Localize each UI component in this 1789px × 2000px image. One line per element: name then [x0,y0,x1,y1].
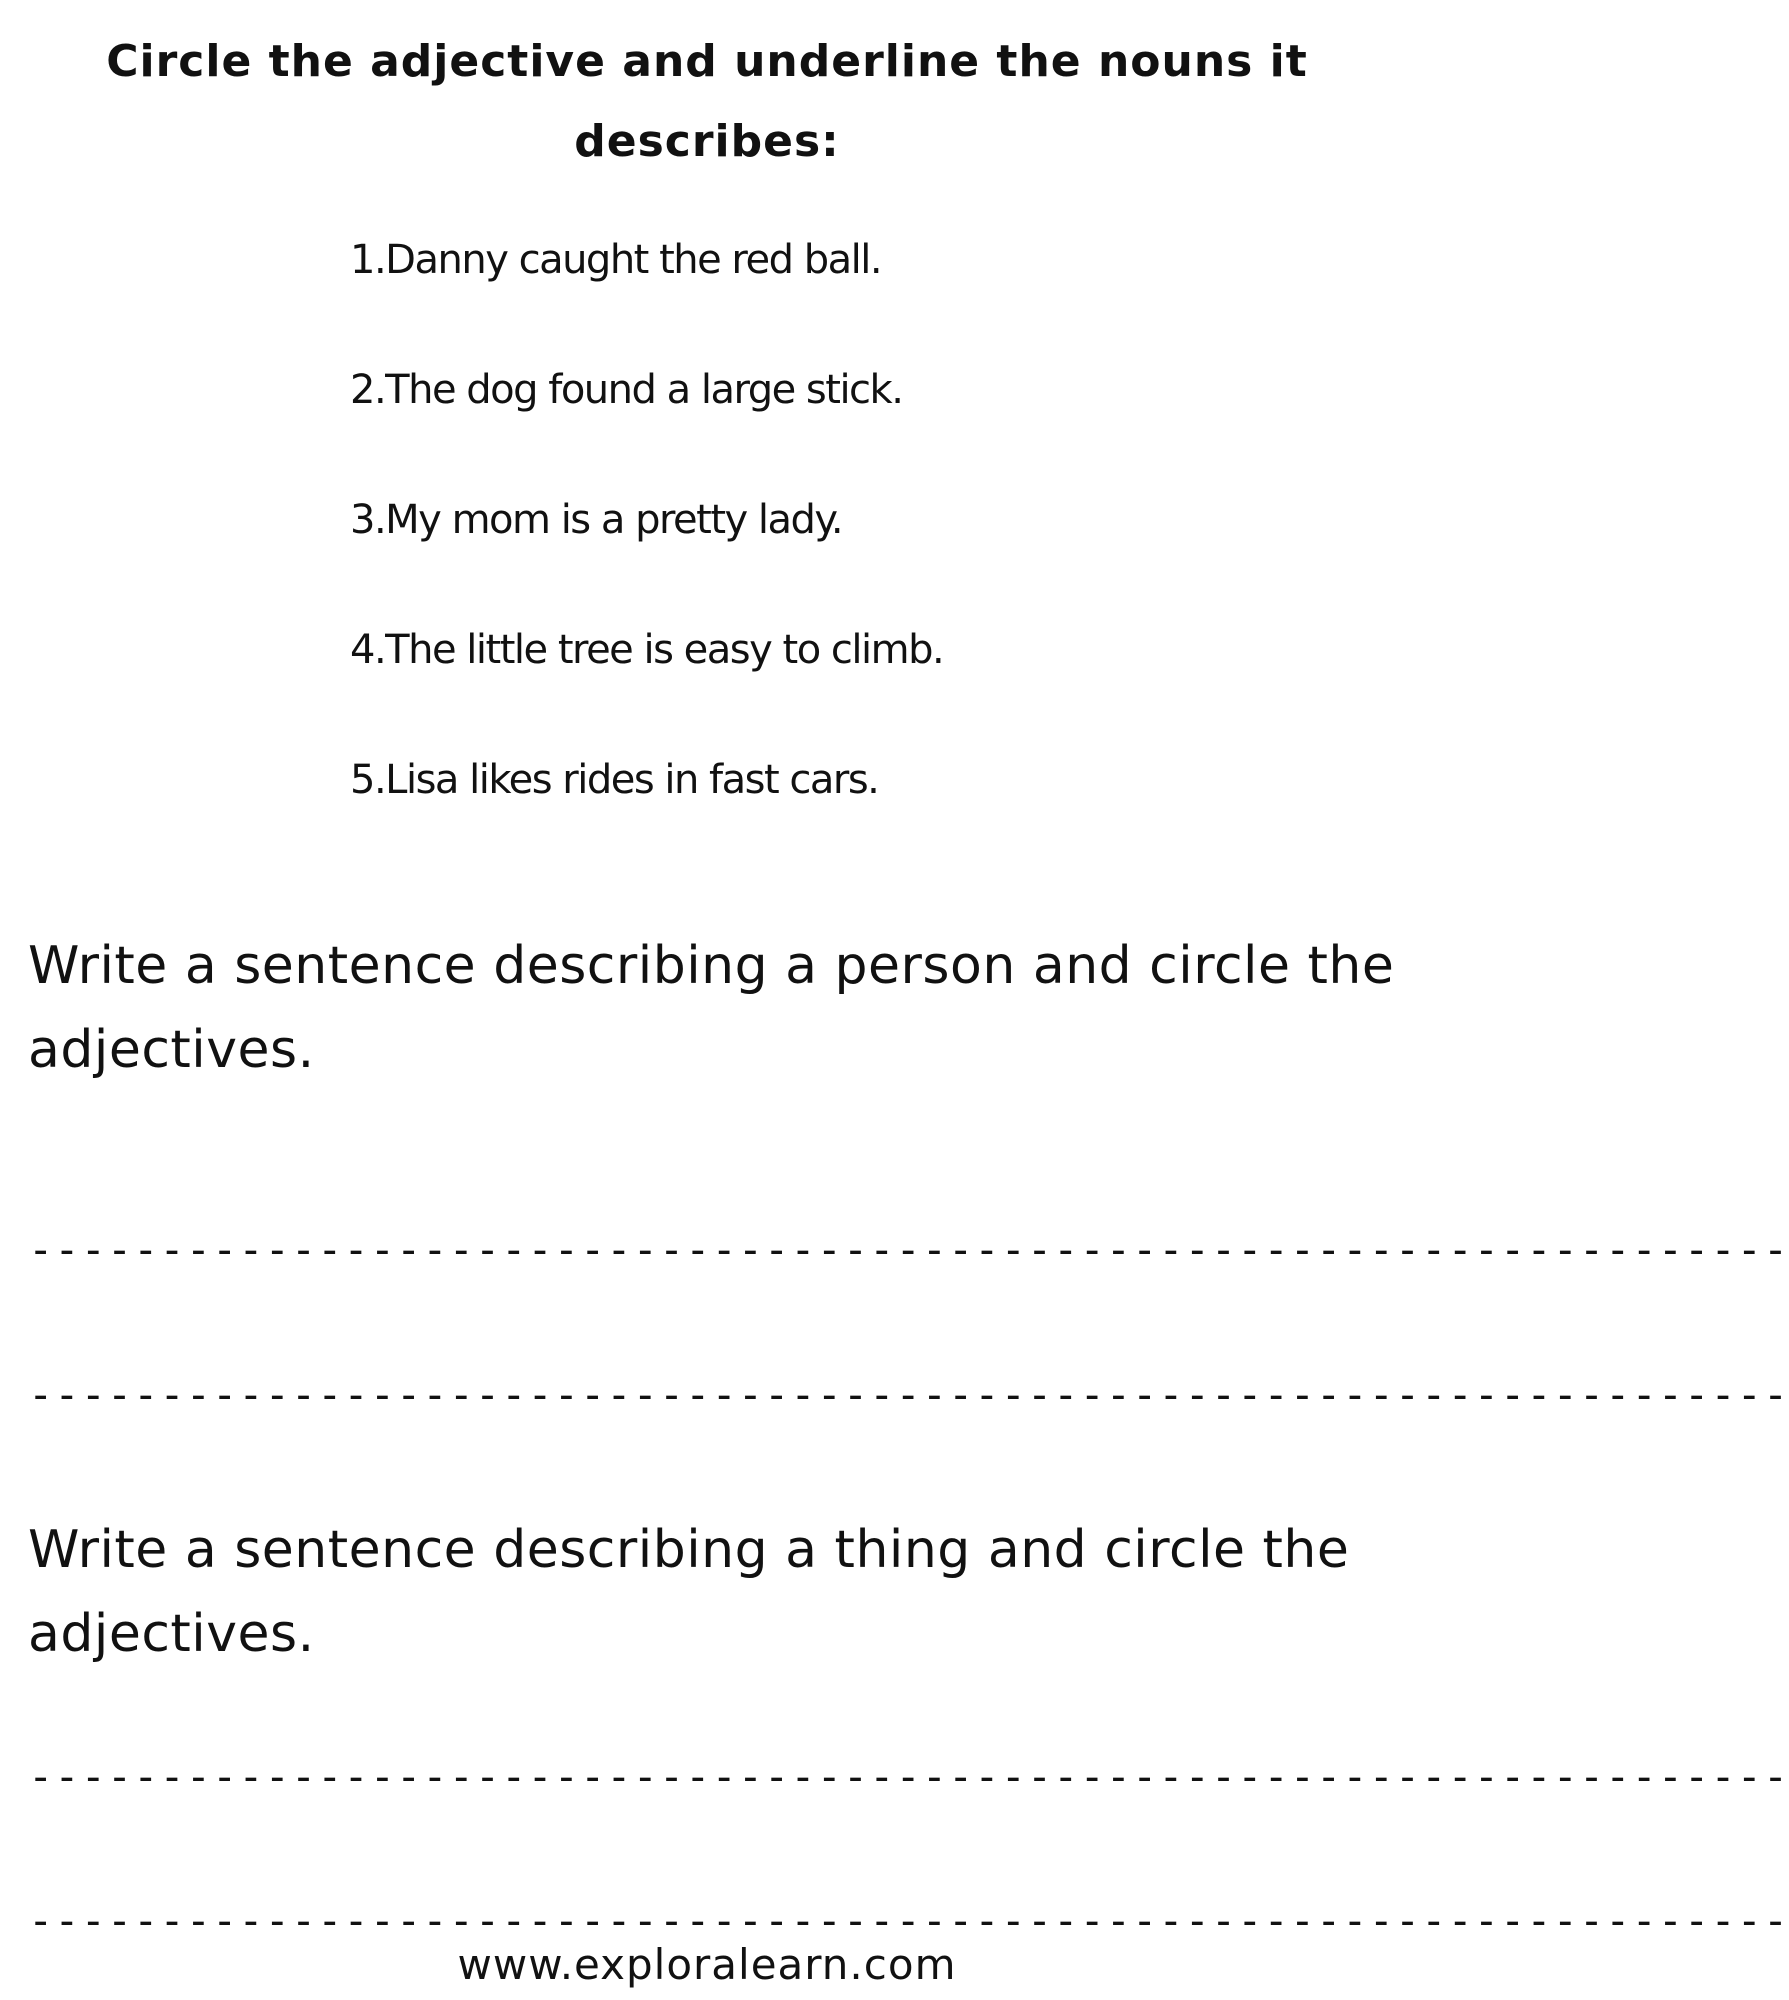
answer-line[interactable]: ------------------------------------------------------------------- [28,1752,1789,1801]
answer-line[interactable]: ------------------------------------------------------------------- [28,1225,1789,1274]
exercise-item-4 [350,620,1250,750]
item-number: 5. [350,757,386,803]
worksheet-title: Circle the adjective and underline the nouns it describes: [106,36,1308,167]
item-number: 1. [350,237,386,283]
exercise-item-5 [350,750,1250,880]
answer-line[interactable]: ------------------------------------------------------------------- [28,1896,1789,1945]
item-number: 4. [350,627,386,673]
item-sentence: The little tree is easy to climb. [385,627,944,673]
prompt-person: Write a sentence describing a person and circle the adjectives. [28,936,1395,1080]
item-number: 3. [350,497,386,543]
footer-url: www.exploralearn.com [457,1940,957,1989]
exercise-list [350,230,1250,880]
exercise-item-3 [350,490,1250,620]
prompt-thing: Write a sentence describing a thing and circle the adjectives. [28,1520,1350,1664]
exercise-item-2 [350,360,1250,490]
exercise-item-1 [350,230,1250,360]
item-sentence: The dog found a large stick. [385,367,903,413]
item-sentence: Danny caught the red ball. [385,237,882,283]
item-number: 2. [350,367,386,413]
item-sentence: Lisa likes rides in fast cars. [385,757,879,803]
answer-line[interactable]: ------------------------------------------------------------------- [28,1370,1789,1419]
item-sentence: My mom is a pretty lady. [385,497,843,543]
